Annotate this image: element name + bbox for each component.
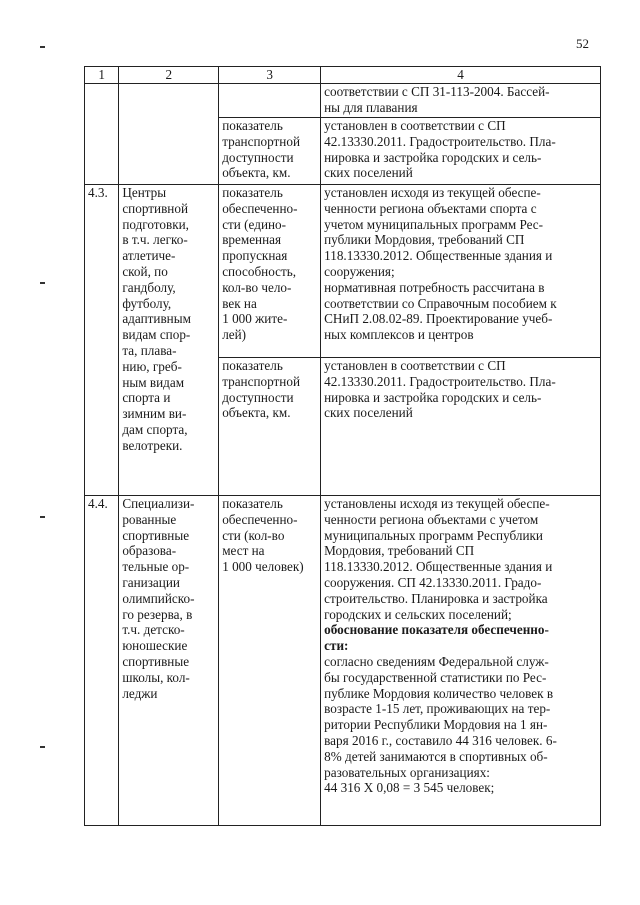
header-cell: 3 (219, 67, 321, 84)
header-cell: 2 (119, 67, 219, 84)
scan-mark (40, 516, 45, 518)
table-row (85, 84, 601, 118)
indicator-cell (219, 84, 321, 118)
justification-text: согласно сведениям Федеральной служ- бы государственной статистики по Рес- публике Мордовия количество человек в возрасте 1-15 лет, проживающих на тер- ритории Республики Мордовия на 1 ян- варя 2016 г., составило 44 316 человек. 6- 8% детей занимаются в спортивных об- разовательных организациях: 44 316 Х 0,08 = 3 545 человек; (324, 653, 557, 796)
justification-cell: соответствии с СП 31-113-2004. Бассей- ны для плавания (321, 84, 601, 118)
number-cell: 4.4. (85, 496, 119, 826)
object-name-cell (119, 84, 219, 185)
justification-cell: установлен в соответствии с СП 42.13330.2011. Градостроительство. Пла- нировка и застройка городских и сель- ских поселений (321, 358, 601, 496)
justification-text: установлены исходя из текущей обеспе- ченности региона объектами с учетом муниципальных программ Республики Мордовия, требований СП 118.13330.2012. Общественные здания и сооружения. СП 42.13330.2011. Градо- строительство. Планировка и застройка городских и сельских поселений; (324, 496, 553, 622)
justification-cell: установлен исходя из текущей обеспе- ченности региона объектами спорта с учетом муниципальных программ Рес- публики Мордовия, требований СП 118.13330.2012. Общественные здания и сооружения; нормативная потребность рассчитана в соответствии со Справочным пособием к СНиП 2.08.02-89. Проектирование учеб- ных комплексов и центров (321, 185, 601, 358)
number-cell: 4.3. (85, 185, 119, 496)
indicator-cell: показатель транспортной доступности объекта, км. (219, 358, 321, 496)
header-cell: 4 (321, 67, 601, 84)
scan-mark (40, 746, 45, 748)
scan-mark (40, 46, 45, 48)
indicator-cell: показатель транспортной доступности объекта, км. (219, 118, 321, 185)
justification-heading: обоснование показателя обеспеченно- сти: (324, 622, 549, 654)
standards-table (84, 66, 601, 826)
justification-cell: установлен в соответствии с СП 42.13330.2011. Градостроительство. Пла- нировка и застройка городских и сель- ских поселений (321, 118, 601, 185)
header-cell: 1 (85, 67, 119, 84)
object-name-cell: Специализи- рованные спортивные образова- тельные ор- ганизации олимпийско- го резерва, в т.ч. детско- юношеские спортивные школы, кол- леджи (119, 496, 219, 826)
justification-cell (321, 496, 601, 826)
scan-mark (40, 282, 45, 284)
number-cell (85, 84, 119, 185)
header-row (85, 67, 601, 84)
indicator-cell: показатель обеспеченно- сти (кол-во мест на 1 000 человек) (219, 496, 321, 826)
page-number: 52 (576, 36, 589, 51)
indicator-cell: показатель обеспеченно- сти (едино- временная пропускная способность, кол-во чело- век на 1 000 жите- лей) (219, 185, 321, 358)
object-name-cell: Центры спортивной подготовки, в т.ч. легко- атлетиче- ской, по гандболу, футболу, адаптивным видам спор- та, плава- нию, греб- ным видам спорта и зимним ви- дам спорта, велотреки. (119, 185, 219, 496)
table-row (85, 496, 601, 826)
table-row (85, 185, 601, 358)
